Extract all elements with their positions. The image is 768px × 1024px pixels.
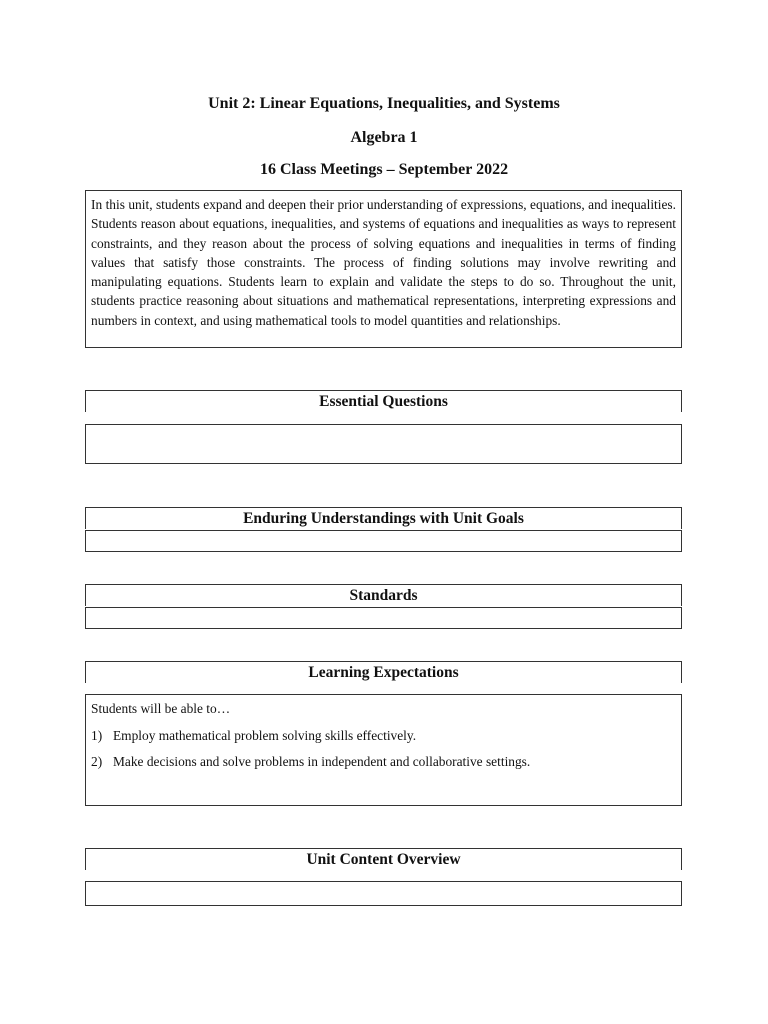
learning-expectations-content — [85, 694, 682, 806]
learning-expectations-header: Learning Expectations — [85, 661, 682, 683]
enduring-understandings-header: Enduring Understandings with Unit Goals — [85, 507, 682, 529]
standards-header: Standards — [85, 584, 682, 606]
list-item-text: Make decisions and solve problems in independent and collaborative settings. — [113, 754, 531, 769]
list-item-text: Employ mathematical problem solving skills effectively. — [113, 728, 417, 743]
list-item-number: 1) — [91, 728, 103, 743]
essential-questions-content — [85, 424, 682, 464]
unit-content-overview-content — [85, 881, 682, 906]
enduring-understandings-content — [85, 530, 682, 552]
list-item — [91, 754, 676, 770]
course-name: Algebra 1 — [350, 129, 418, 146]
learning-expectations-intro: Students will be able to… — [91, 701, 231, 716]
unit-content-overview-header: Unit Content Overview — [85, 848, 682, 870]
unit-description: In this unit, students expand and deepen their prior understanding of expressions, equations, and inequalities. Students reason about equations, inequalities, and systems of equations and inequalities as ways to represent constraints, and they reason about the process of solving equations and inequalities in terms of finding values that satisfy those constraints. The process of finding solutions may involve rewriting and manipulating equations. Students learn to explain and validate the steps to do so. Throughout the unit, students practice reasoning about situations and mathematical representations, interpreting expressions and numbers in context, and using mathematical tools to model quantities and relationships. — [85, 190, 682, 348]
list-item — [91, 728, 676, 744]
essential-questions-header: Essential Questions — [85, 390, 682, 412]
standards-content — [85, 607, 682, 629]
unit-title: Unit 2: Linear Equations, Inequalities, and Systems — [208, 95, 560, 112]
list-item-number: 2) — [91, 754, 103, 769]
schedule: 16 Class Meetings – September 2022 — [259, 161, 509, 178]
